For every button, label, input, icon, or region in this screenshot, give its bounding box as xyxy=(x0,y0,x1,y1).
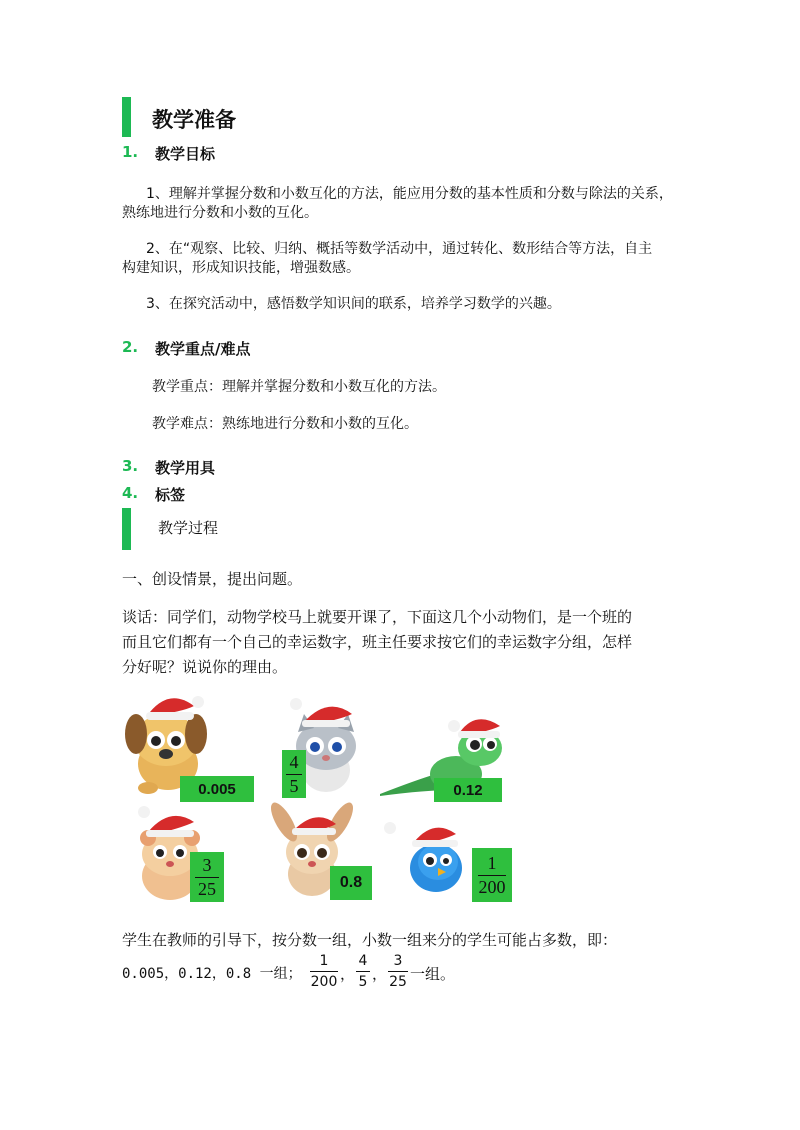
section-number-3: 3. xyxy=(122,457,139,475)
animals-illustration xyxy=(118,688,518,910)
key-focus: 教学重点：理解并掌握分数和小数互化的方法。 xyxy=(152,379,446,395)
card-cat-numerator: 4 xyxy=(289,751,299,772)
step-1-title: 一、创设情景，提出问题。 xyxy=(122,570,303,588)
card-rabbit: 0.8 xyxy=(330,866,372,900)
card-cat xyxy=(282,750,306,798)
result-line: 学生在教师的引导下，按分数一组，小数一组来分的学生可能占多数，即： xyxy=(122,931,618,949)
objective-line-2b: 构建知识，形成知识技能，增强数感。 xyxy=(122,260,360,276)
card-hamster-denominator: 25 xyxy=(198,878,216,899)
fraction-line xyxy=(388,971,408,972)
page-title: 教学准备 xyxy=(152,108,236,132)
separator-1: ， xyxy=(340,965,356,983)
fraction-1-200 xyxy=(310,952,338,991)
section-number-2: 2. xyxy=(122,338,139,356)
process-accent-bar xyxy=(122,508,131,550)
dialog-line-3: 分好呢？说说你的理由。 xyxy=(122,658,288,676)
dialog-line-1: 谈话：同学们，动物学校马上就要开课了，下面这几个小动物们，是一个班的 xyxy=(122,608,633,626)
separator-2: ， xyxy=(372,965,388,983)
fraction-numerator: 3 xyxy=(393,953,403,969)
fraction-line xyxy=(286,774,303,775)
objective-line-1b: 熟练地进行分数和小数的互化。 xyxy=(122,205,318,221)
card-bird xyxy=(472,848,512,902)
key-difficulty: 教学难点：熟练地进行分数和小数的互化。 xyxy=(152,416,418,432)
process-title: 教学过程 xyxy=(158,519,219,537)
card-cat-denominator: 5 xyxy=(289,775,299,796)
header-accent-bar xyxy=(122,97,131,137)
fraction-denominator: 5 xyxy=(358,974,368,990)
objective-line-3: 3、在探究活动中，感悟数学知识间的联系，培养学习数学的兴趣。 xyxy=(146,296,561,312)
card-hamster xyxy=(190,852,224,902)
section-title-objectives: 教学目标 xyxy=(155,145,216,163)
card-bird-denominator: 200 xyxy=(478,876,506,897)
fraction-4-5 xyxy=(356,952,370,991)
objective-line-2: 2、在“观察、比较、归纳、概括等数学活动中，通过转化、数形结合等方法，自主 xyxy=(146,241,653,257)
fraction-line xyxy=(195,877,219,878)
fraction-denominator: 25 xyxy=(389,974,407,990)
section-title-tags: 标签 xyxy=(155,486,186,504)
card-dog: 0.005 xyxy=(180,776,254,802)
section-title-keypoints: 教学重点/难点 xyxy=(155,340,251,358)
objective-line-1: 1、理解并掌握分数和小数互化的方法，能应用分数的基本性质和分数与除法的关系， xyxy=(146,186,673,202)
card-lizard: 0.12 xyxy=(434,778,502,802)
bird-illustration xyxy=(384,818,474,898)
fraction-denominator: 200 xyxy=(310,974,338,990)
fraction-line xyxy=(478,875,506,876)
fraction-line xyxy=(310,971,338,972)
group-end: 一组。 xyxy=(410,965,456,983)
section-number-1: 1. xyxy=(122,143,139,161)
fraction-3-25 xyxy=(388,952,408,991)
fraction-numerator: 1 xyxy=(319,953,329,969)
fraction-line xyxy=(356,971,370,972)
dialog-line-2: 而且它们都有一个自己的幸运数字，班主任要求按它们的幸运数字分组，怎样 xyxy=(122,633,633,651)
section-number-4: 4. xyxy=(122,484,139,502)
section-title-tools: 教学用具 xyxy=(155,459,216,477)
card-hamster-numerator: 3 xyxy=(202,854,212,875)
fraction-numerator: 4 xyxy=(358,953,368,969)
card-bird-numerator: 1 xyxy=(487,852,497,873)
decimals-group: 0.005，0.12，0.8 一组； xyxy=(122,966,302,982)
